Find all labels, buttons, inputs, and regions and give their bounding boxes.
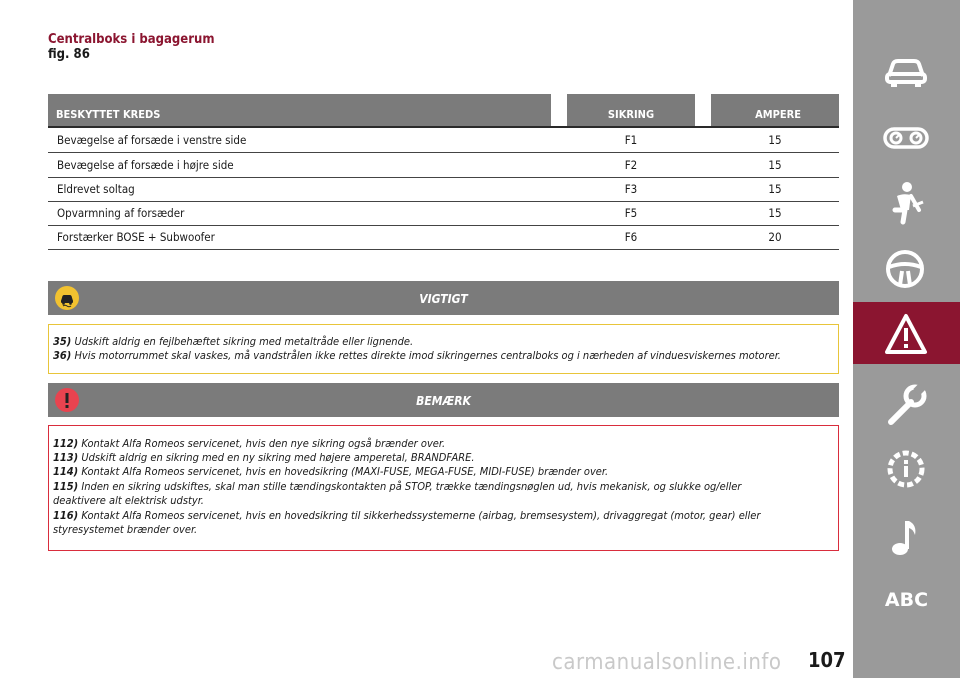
sidebar-item-multimedia[interactable] <box>853 505 960 565</box>
music-note-icon <box>883 515 929 561</box>
column-header-label: BESKYTTET KREDS <box>56 108 161 121</box>
sidebar-item-maintenance[interactable] <box>853 372 960 432</box>
note-number: 36) <box>53 349 72 362</box>
table-row <box>48 177 839 202</box>
cell-ampere: 20 <box>768 230 782 244</box>
column-header-label: SIKRING <box>607 108 655 121</box>
watermark: carmanualsonline.info <box>552 650 782 675</box>
cell-circuit: Eldrevet soltag <box>57 182 135 196</box>
car-icon <box>883 50 929 90</box>
note-item <box>53 509 760 523</box>
cell-fuse: F6 <box>624 230 638 244</box>
sidebar-item-dashboard[interactable] <box>853 105 960 165</box>
notice-notes-box <box>48 425 839 551</box>
note-number: 113) <box>53 451 79 464</box>
column-header-fuse <box>567 94 695 126</box>
cell-circuit: Bevægelse af forsæde i venstre side <box>57 133 247 147</box>
important-heading: VIGTIGT <box>419 292 468 306</box>
warning-triangle-icon <box>883 312 929 356</box>
cell-circuit: Bevægelse af forsæde i højre side <box>57 158 234 172</box>
notice-heading: BEMÆRK <box>416 394 471 408</box>
note-number: 115) <box>53 480 79 493</box>
table-row <box>48 201 839 226</box>
note-item <box>53 451 474 465</box>
note-text: Inden en sikring udskiftes, skal man stille tændingskontakten på STOP, trække tændingsnøglen ud, hvis mekanisk, og slukke og/eller <box>81 480 742 493</box>
wrench-icon <box>883 382 929 428</box>
cell-fuse: F2 <box>624 158 638 172</box>
note-item <box>53 480 741 494</box>
page-number: 107 <box>808 648 846 672</box>
column-header-label: AMPERE <box>755 108 801 121</box>
column-header-ampere <box>711 94 839 126</box>
cell-ampere: 15 <box>768 206 782 220</box>
note-text: Kontakt Alfa Romeos servicenet, hvis en hovedsikring (MAXI-FUSE, MEGA-FUSE, MIDI-FUSE) brænder over. <box>81 465 609 478</box>
cell-circuit: Opvarmning af forsæder <box>57 206 185 220</box>
cell-circuit: Forstærker BOSE + Subwoofer <box>57 230 215 244</box>
cell-fuse: F3 <box>624 182 638 196</box>
notice-heading-band <box>48 383 839 417</box>
cell-ampere: 15 <box>768 182 782 196</box>
note-number: 35) <box>53 335 72 348</box>
sidebar-item-safety[interactable] <box>853 170 960 230</box>
note-number: 112) <box>53 437 79 450</box>
sidebar-item-driving[interactable] <box>853 237 960 297</box>
cell-fuse: F5 <box>624 206 638 220</box>
important-heading-band <box>48 281 839 315</box>
steering-wheel-icon <box>883 247 929 293</box>
table-row <box>48 153 839 178</box>
note-continuation: styresystemet brænder over. <box>53 523 198 536</box>
figure-reference: fig. 86 <box>48 47 90 62</box>
note-number: 116) <box>53 509 79 522</box>
column-header-circuit <box>48 94 551 126</box>
cell-ampere: 15 <box>768 133 782 147</box>
important-notes-box <box>48 324 839 374</box>
info-gear-icon <box>883 446 929 492</box>
note-text: Udskift aldrig en sikring med en ny sikring med højere amperetal, BRANDFARE. <box>81 451 475 464</box>
note-text: Kontakt Alfa Romeos servicenet, hvis den nye sikring også brænder over. <box>81 437 446 450</box>
note-item <box>53 465 608 479</box>
sidebar-item-technical-data[interactable] <box>853 436 960 496</box>
note-text: Kontakt Alfa Romeos servicenet, hvis en hovedsikring til sikkerhedssystemerne (airbag, bremsesystem), drivaggregat (motor, gear) eller <box>81 509 761 522</box>
note-number: 114) <box>53 465 79 478</box>
cell-ampere: 15 <box>768 158 782 172</box>
table-row <box>48 225 839 250</box>
cell-fuse: F1 <box>624 133 638 147</box>
note-item <box>53 349 781 363</box>
sidebar-item-warnings[interactable] <box>853 302 960 364</box>
sidebar-item-index[interactable]: ABC <box>884 589 929 611</box>
section-title: Centralboks i bagagerum <box>48 32 215 47</box>
dashboard-gauges-icon <box>883 115 929 155</box>
note-item <box>53 335 413 349</box>
note-text: Hvis motorrummet skal vaskes, må vandstrålen ikke rettes direkte imod sikringernes centralboks og i nærheden af vinduesviskernes motorer. <box>74 349 781 362</box>
seatbelt-person-icon <box>883 180 929 226</box>
note-item <box>53 437 445 451</box>
note-text: Udskift aldrig en fejlbehæftet sikring med metaltråde eller lignende. <box>74 335 414 348</box>
sidebar-item-car[interactable] <box>853 40 960 100</box>
table-row <box>48 128 839 153</box>
note-continuation: deaktivere alt elektrisk udstyr. <box>53 494 204 507</box>
